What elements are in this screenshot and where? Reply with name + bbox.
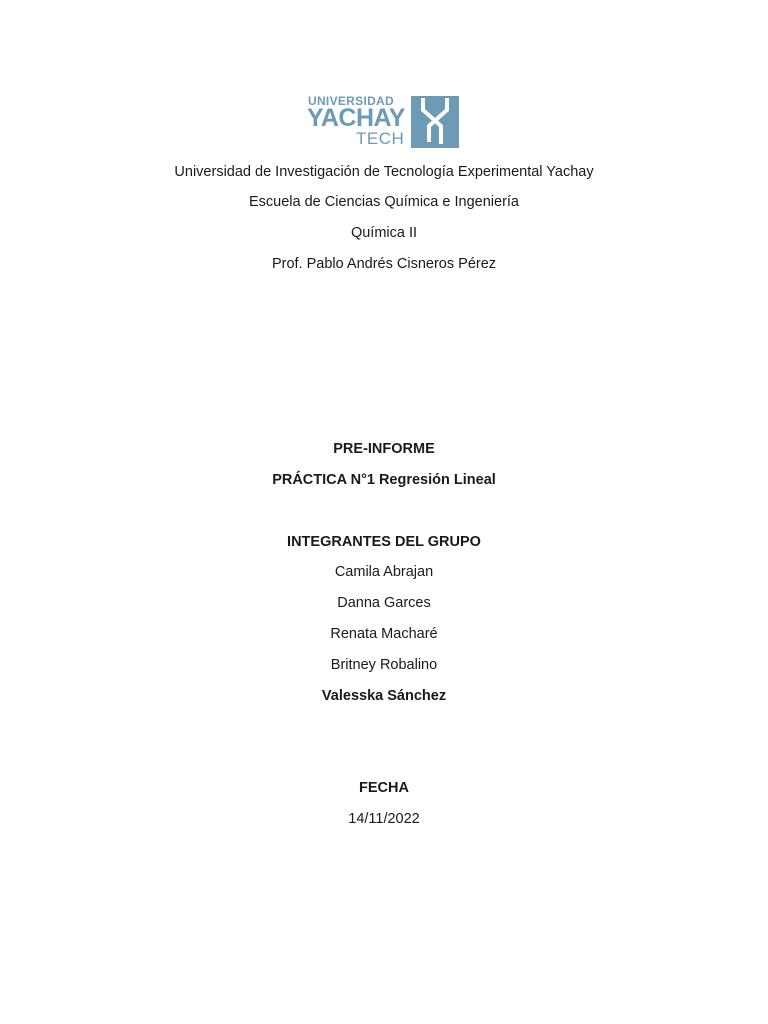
logo-line-universidad: UNIVERSIDAD <box>308 94 394 108</box>
course-name: Química II <box>350 225 418 241</box>
logo-line-tech: TECH <box>356 129 405 148</box>
school-name: Escuela de Ciencias Química e Ingeniería <box>248 194 519 210</box>
group-member: Danna Garces <box>337 595 431 611</box>
report-type: PRE-INFORME <box>333 441 435 457</box>
logo-wordmark <box>307 94 407 150</box>
group-member: Camila Abrajan <box>334 564 434 580</box>
professor-name: Prof. Pablo Andrés Cisneros Pérez <box>271 256 497 272</box>
university-name: Universidad de Investigación de Tecnología Experimental Yachay <box>174 164 594 180</box>
logo-line-yachay: YACHAY <box>307 104 405 132</box>
group-heading: INTEGRANTES DEL GRUPO <box>287 534 481 550</box>
yachay-tech-mark-icon <box>411 96 459 148</box>
group-member: Britney Robalino <box>330 657 438 673</box>
date-heading: FECHA <box>359 780 409 796</box>
practice-title: PRÁCTICA N°1 Regresión Lineal <box>272 472 496 488</box>
date-value: 14/11/2022 <box>348 811 420 827</box>
group-member: Renata Macharé <box>330 626 438 642</box>
group-member: Valesska Sánchez <box>321 688 447 704</box>
university-logo <box>307 94 461 150</box>
